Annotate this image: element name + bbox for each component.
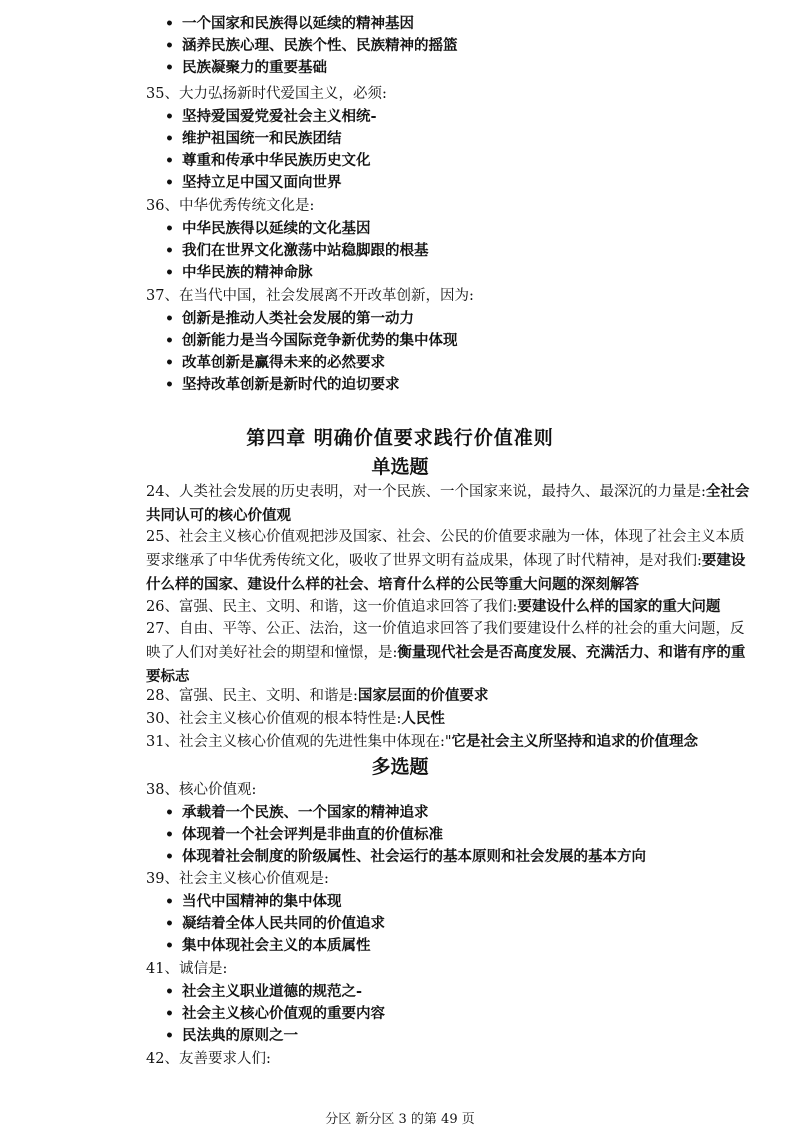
question-answer: 国家层面的价值要求 [357,687,489,704]
question-stem: 28、富强、民主、文明、和谐是: [146,688,358,704]
question-38-stem: 38、核心价值观: [146,782,257,798]
question-answer: 它是社会主义所坚持和追求的价值理念 [451,733,699,750]
list-item: • 坚持立足中国又面向世界 [146,172,377,194]
question-answer: 要建设什么样的国家的重大问题 [517,598,721,615]
question-answer: 衡量现代社会是否高度发展、充满活力、和谐有序的重要标志 [146,644,746,685]
list-item: • 民法典的原则之一 [146,1025,385,1047]
bullet-icon: • [165,265,174,281]
question-41-stem: 41、诚信是: [146,961,228,977]
list-item: • 体现着社会制度的阶级属性、社会运行的基本原则和社会发展的基本方向 [146,846,646,868]
question-39-options [146,891,385,957]
list-item: • 凝结着全体人民共同的价值追求 [146,913,385,935]
list-item: • 尊重和传承中华民族历史文化 [146,150,377,172]
list-item: • 创新是推动人类社会发展的第一动力 [146,308,458,330]
question-24 [146,480,758,528]
question-25 [146,526,758,597]
bullet-icon: • [165,894,174,910]
question-stem: 31、社会主义核心价值观的先进性集中体现在:" [146,734,452,750]
list-item: • 民族凝聚力的重要基础 [146,57,458,79]
list-item: • 涵养民族心理、民族个性、民族精神的摇篮 [146,35,458,57]
list-item: • 体现着一个社会评判是非曲直的价值标准 [146,824,646,846]
bullet-icon: • [165,311,174,327]
question-37-options [146,308,458,396]
list-item: • 维护祖国统一和民族团结 [146,128,377,150]
page-footer: 分区 新分区 3 的第 49 页 [325,1112,475,1127]
question-27 [146,618,758,689]
multi-choice-heading: 多选题 [371,756,429,778]
bullet-icon: • [165,984,174,1000]
question-28 [146,684,758,708]
question-35-options [146,106,377,194]
list-item: • 创新能力是当今国际竞争新优势的集中体现 [146,330,458,352]
list-item: • 改革创新是赢得未来的必然要求 [146,352,458,374]
bullet-icon: • [165,916,174,932]
question-stem: 26、富强、民主、文明、和谐，这一价值追求回答了我们: [146,599,518,615]
bullet-icon: • [165,805,174,821]
list-item: • 当代中国精神的集中体现 [146,891,385,913]
question-answer: 人民性 [401,710,445,727]
bullet-icon: • [165,38,174,54]
bullet-icon: • [165,60,174,76]
question-31 [146,730,758,754]
bullet-icon: • [165,333,174,349]
question-36-options [146,218,429,284]
single-choice-heading: 单选题 [371,456,429,478]
question-answer: 全社会共同认可的核心价值观 [146,483,750,524]
question-30 [146,707,758,731]
list-item: • 一个国家和民族得以延续的精神基因 [146,13,458,35]
bullet-icon: • [165,153,174,169]
list-item: • 集中体现社会主义的本质属性 [146,935,385,957]
bullet-icon: • [165,849,174,865]
question-26 [146,595,758,619]
question-38-options [146,802,646,868]
list-item: • 社会主义职业道德的规范之- [146,981,385,1003]
list-item: • 中华民族的精神命脉 [146,262,429,284]
bullet-icon: • [165,1028,174,1044]
bullet-icon: • [165,827,174,843]
list-item: • 我们在世界文化激荡中站稳脚跟的根基 [146,240,429,262]
question-39-stem: 39、社会主义核心价值观是: [146,871,329,887]
bullet-icon: • [165,16,174,32]
bullet-icon: • [165,175,174,191]
bullet-list-continued [146,13,458,79]
chapter-title: 第四章 明确价值要求践行价值准则 [246,427,554,449]
bullet-icon: • [165,1006,174,1022]
list-item: • 坚持改革创新是新时代的迫切要求 [146,374,458,396]
bullet-icon: • [165,109,174,125]
question-stem: 30、社会主义核心价值观的根本特性是: [146,711,402,727]
question-answer: 要建设什么样的国家、建设什么样的社会、培育什么样的公民等重大问题的深刻解答 [146,552,746,593]
question-stem: 24、人类社会发展的历史表明，对一个民族、一个国家来说，最持久、最深沉的力量是: [146,484,706,500]
question-stem: 27、自由、平等、公正、法治，这一价值追求回答了我们要建设什么样的社会的重大问题，反映了人们对美好社会的期望和憧憬，是: [146,621,745,661]
question-36-stem: 36、中华优秀传统文化是: [146,198,315,214]
list-item: • 承载着一个民族、一个国家的精神追求 [146,802,646,824]
bullet-icon: • [165,221,174,237]
bullet-icon: • [165,131,174,147]
question-37-stem: 37、在当代中国，社会发展离不开改革创新，因为: [146,288,474,304]
bullet-icon: • [165,355,174,371]
question-41-options [146,981,385,1047]
list-item: • 社会主义核心价值观的重要内容 [146,1003,385,1025]
question-stem: 25、社会主义核心价值观把涉及国家、社会、公民的价值要求融为一体，体现了社会主义本质要求继承了中华优秀传统文化，吸收了世界文明有益成果，体现了时代精神，是对我们: [146,529,745,569]
question-42-stem: 42、友善要求人们: [146,1051,271,1067]
bullet-icon: • [165,243,174,259]
bullet-icon: • [165,377,174,393]
bullet-icon: • [165,938,174,954]
list-item: • 中华民族得以延续的文化基因 [146,218,429,240]
list-item: • 坚持爱国爱党爱社会主义相统- [146,106,377,128]
question-35-stem: 35、大力弘扬新时代爱国主义，必须: [146,86,387,102]
